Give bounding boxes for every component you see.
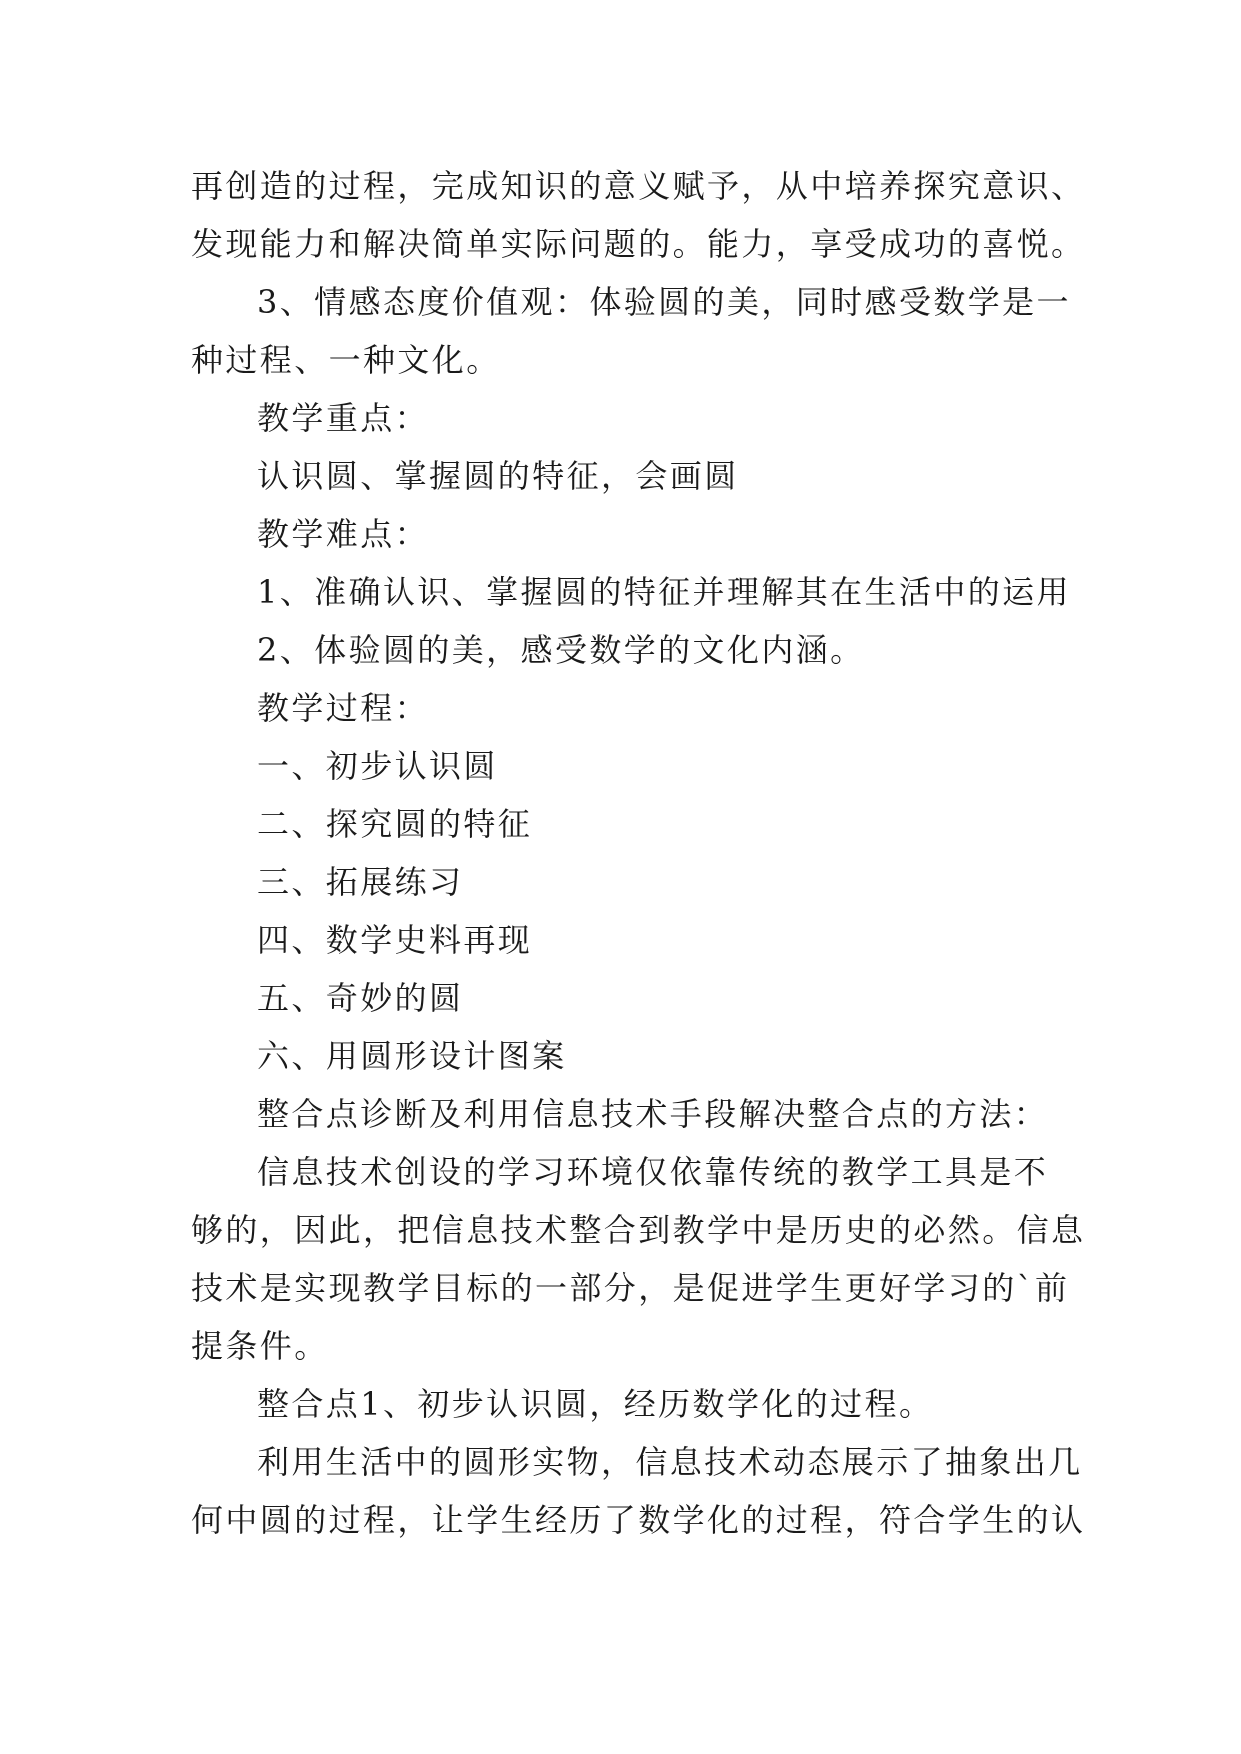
text-line: 再创造的过程，完成知识的意义赋予，从中培养探究意识、	[191, 167, 1086, 205]
section-heading: 教学难点：	[257, 515, 430, 553]
text-line: 2、体验圆的美，感受数学的文化内涵。	[257, 631, 865, 669]
list-item: 五、奇妙的圆	[257, 979, 464, 1017]
text-line: 提条件。	[191, 1327, 329, 1365]
text-line: 种过程、一种文化。	[191, 341, 501, 379]
text-line: 何中圆的过程，让学生经历了数学化的过程，符合学生的认	[191, 1501, 1086, 1539]
list-item: 六、用圆形设计图案	[257, 1037, 567, 1075]
list-item: 四、数学史料再现	[257, 921, 533, 959]
section-heading: 教学过程：	[257, 689, 430, 727]
text-line: 1、准确认识、掌握圆的特征并理解其在生活中的运用	[257, 573, 1071, 611]
text-line: 3、情感态度价值观：体验圆的美，同时感受数学是一	[257, 283, 1071, 321]
text-line: 技术是实现教学目标的一部分，是促进学生更好学习的`前	[191, 1269, 1070, 1307]
list-item: 二、探究圆的特征	[257, 805, 533, 843]
text-line: 发现能力和解决简单实际问题的。能力，享受成功的喜悦。	[191, 225, 1086, 263]
text-line: 认识圆、掌握圆的特征，会画圆	[257, 457, 739, 495]
list-item: 一、初步认识圆	[257, 747, 498, 785]
list-item: 三、拓展练习	[257, 863, 464, 901]
section-heading: 整合点诊断及利用信息技术手段解决整合点的方法：	[257, 1095, 1049, 1133]
section-heading: 教学重点：	[257, 399, 430, 437]
text-line: 信息技术创设的学习环境仅依靠传统的教学工具是不	[257, 1153, 1049, 1191]
text-line: 整合点1、初步认识圆，经历数学化的过程。	[257, 1385, 934, 1423]
text-line: 利用生活中的圆形实物，信息技术动态展示了抽象出几	[257, 1443, 1083, 1481]
text-line: 够的，因此，把信息技术整合到教学中是历史的必然。信息	[191, 1211, 1086, 1249]
